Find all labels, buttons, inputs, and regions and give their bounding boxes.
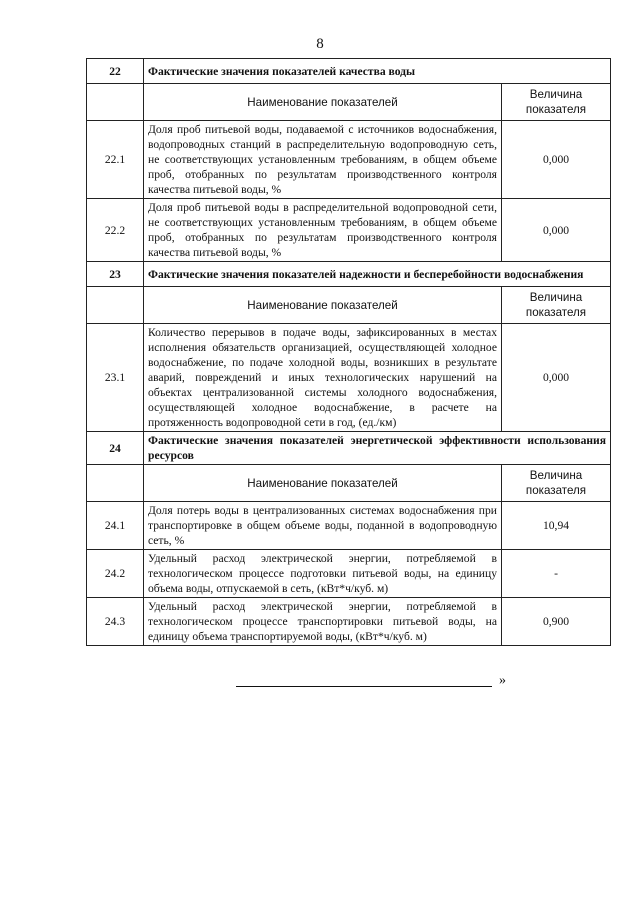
- header-indicator-value: Величина показателя: [502, 287, 611, 324]
- table-row: [87, 502, 611, 550]
- header-indicator-name: Наименование показателей: [144, 287, 502, 324]
- row-description: Удельный расход электрической энергии, потребляемой в технологическом процессе подготовки питьевой воды, на единицу объема воды, отпускаемой в сеть, (кВт*ч/куб. м): [144, 550, 502, 598]
- row-number: 24.2: [87, 550, 144, 598]
- row-value: 10,94: [502, 502, 611, 550]
- row-value: -: [502, 550, 611, 598]
- header-empty-cell: [87, 84, 144, 121]
- row-number: 23.1: [87, 324, 144, 432]
- table-row: [87, 121, 611, 199]
- section-24-title-row: [87, 432, 611, 465]
- row-number: 22.1: [87, 121, 144, 199]
- row-number: 24.1: [87, 502, 144, 550]
- closing-quote: »: [499, 673, 506, 688]
- row-value: 0,000: [502, 324, 611, 432]
- section-22-header-row: [87, 84, 611, 121]
- header-empty-cell: [87, 465, 144, 502]
- section-24-header-row: [87, 465, 611, 502]
- header-indicator-value: Величина показателя: [502, 84, 611, 121]
- section-title: Фактические значения показателей надежности и бесперебойности водоснабжения: [144, 262, 611, 287]
- header-indicator-value: Величина показателя: [502, 465, 611, 502]
- row-value: 0,000: [502, 121, 611, 199]
- header-indicator-name: Наименование показателей: [144, 465, 502, 502]
- section-title: Фактические значения показателей энергетической эффективности использования ресурсов: [144, 432, 611, 465]
- row-description: Доля проб питьевой воды, подаваемой с источников водоснабжения, водопроводных станций в распределительную водопроводную сеть, не соответствующих установленным требованиям, в общем объеме проб, отобранных по результатам производственного контроля качества питьевой воды, %: [144, 121, 502, 199]
- row-number: 22.2: [87, 199, 144, 262]
- section-number: 22: [87, 59, 144, 84]
- table-row: [87, 550, 611, 598]
- table-row: [87, 598, 611, 646]
- row-description: Удельный расход электрической энергии, потребляемой в технологическом процессе транспортировки питьевой воды, на единицу объема транспортируемой воды, (кВт*ч/куб. м): [144, 598, 502, 646]
- row-description: Доля проб питьевой воды в распределительной водопроводной сети, не соответствующих установленным требованиям, в общем объеме проб, отобранных по результатам производственного контроля качества питьевой воды, %: [144, 199, 502, 262]
- section-title: Фактические значения показателей качества воды: [144, 59, 611, 84]
- section-23-header-row: [87, 287, 611, 324]
- section-number: 24: [87, 432, 144, 465]
- table-row: [87, 199, 611, 262]
- row-value: 0,000: [502, 199, 611, 262]
- page-number: 8: [316, 36, 324, 52]
- row-description: Количество перерывов в подаче воды, зафиксированных в местах исполнения обязательств организацией, осуществляющей холодное водоснабжение, по подаче холодной воды, возникших в результате аварий, повреждений и иных технологических нарушений на объектах централизованной системы холодного водоснабжения, осуществляющей холодное водоснабжение, в расчете на протяженность водопроводной сети в год, (ед./км): [144, 324, 502, 432]
- row-description: Доля потерь воды в централизованных системах водоснабжения при транспортировке в общем объеме воды, поданной в водопроводную сеть, %: [144, 502, 502, 550]
- header-indicator-name: Наименование показателей: [144, 84, 502, 121]
- header-empty-cell: [87, 287, 144, 324]
- section-23-title-row: [87, 262, 611, 287]
- signature-line: [236, 686, 492, 687]
- row-value: 0,900: [502, 598, 611, 646]
- closing-mark-block: [236, 673, 506, 689]
- indicators-table: [86, 58, 611, 646]
- section-22-title-row: [87, 59, 611, 84]
- table-row: [87, 324, 611, 432]
- section-number: 23: [87, 262, 144, 287]
- row-number: 24.3: [87, 598, 144, 646]
